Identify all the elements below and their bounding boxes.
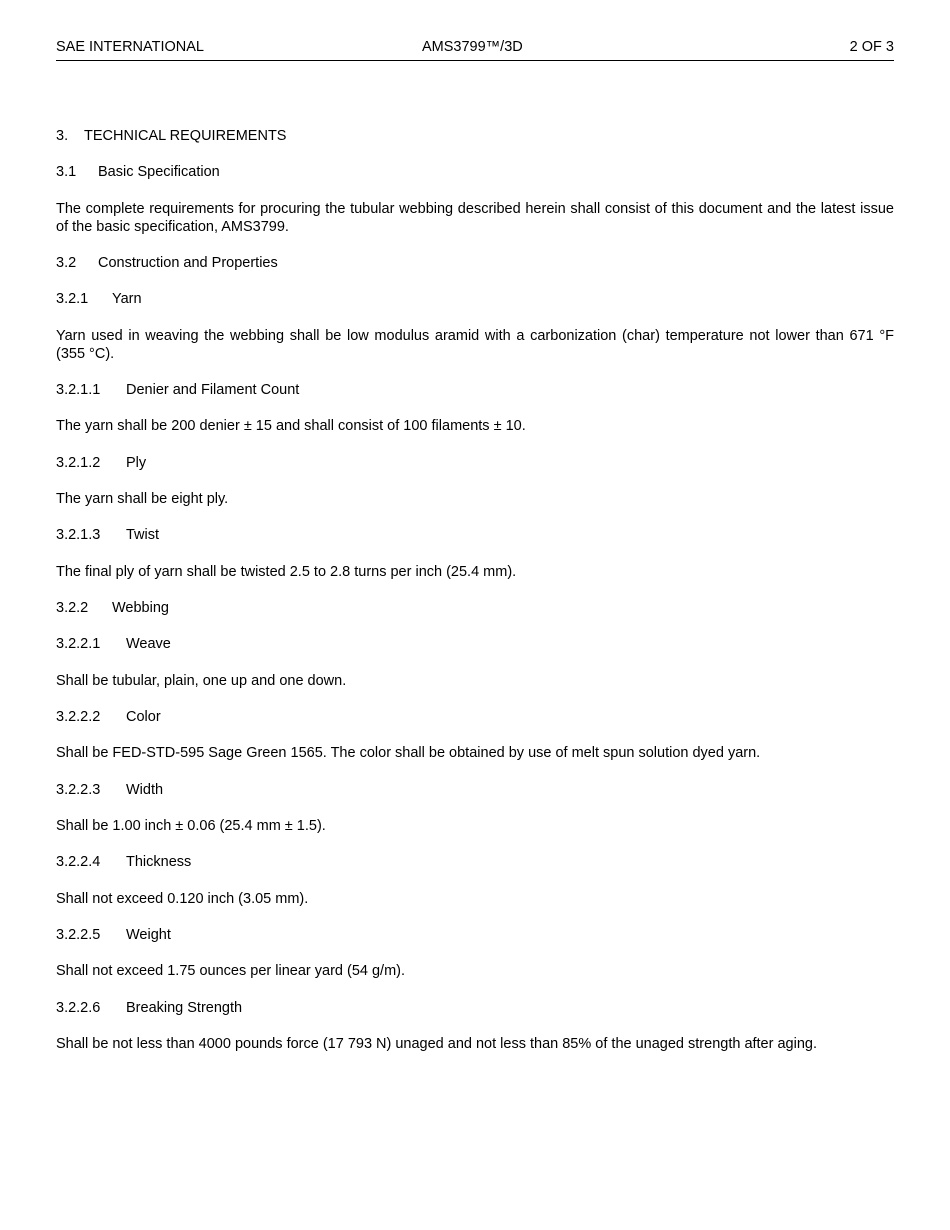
paragraph: Yarn used in weaving the webbing shall be low modulus aramid with a carbonization (char) temperature not lower than 671 °F (355 °C). [56,328,894,362]
section-number: 3.2.1.3 [56,527,101,543]
section-heading [56,636,894,654]
paragraph: Shall not exceed 1.75 ounces per linear yard (54 g/m). [56,963,406,979]
section-number: 3.1 [56,164,77,180]
section-heading [56,927,894,945]
section-title: Color [126,709,161,725]
section-number: 3.2.2.5 [56,927,101,943]
section-heading [56,854,894,872]
section-number: 3.2.2 [56,600,89,616]
section-title: Thickness [126,854,192,870]
section-title: Ply [126,455,147,471]
paragraph: The yarn shall be eight ply. [56,491,229,507]
paragraph: The complete requirements for procuring the tubular webbing described herein shall consist of this document and the latest issue of the basic specification, AMS3799. [56,201,894,235]
section-heading [56,382,894,400]
section-heading [56,782,894,800]
section-number: 3.2.2.4 [56,854,101,870]
section-number: 3.2 [56,255,77,271]
section-heading [56,164,894,182]
section-heading [56,255,894,273]
section-number: 3.2.2.6 [56,1000,101,1016]
header-organization: SAE INTERNATIONAL [56,39,204,55]
paragraph: The final ply of yarn shall be twisted 2.5 to 2.8 turns per inch (25.4 mm). [56,564,517,580]
section-heading [56,291,894,309]
header-page-number: 2 OF 3 [849,39,894,55]
section-title: Yarn [112,291,142,307]
section-number: 3.2.2.1 [56,636,101,652]
section-title: Denier and Filament Count [126,382,300,398]
header-document-number: AMS3799™/3D [422,39,523,55]
section-number: 3.2.1 [56,291,89,307]
paragraph: Shall be 1.00 inch ± 0.06 (25.4 mm ± 1.5). [56,818,326,834]
section-title: Construction and Properties [98,255,278,271]
section-heading [56,128,894,146]
paragraph: Shall not exceed 0.120 inch (3.05 mm). [56,891,309,907]
section-title: Weight [126,927,171,943]
section-title: Twist [126,527,160,543]
section-title: Width [126,782,164,798]
page-header [56,38,894,61]
paragraph: Shall be tubular, plain, one up and one down. [56,673,347,689]
section-title: Breaking Strength [126,1000,243,1016]
section-heading [56,527,894,545]
section-number: 3.2.2.2 [56,709,101,725]
section-heading [56,1000,894,1018]
section-number: 3.2.1.1 [56,382,101,398]
section-title: TECHNICAL REQUIREMENTS [84,128,287,144]
section-number: 3. [56,128,69,144]
section-heading [56,709,894,727]
section-number: 3.2.1.2 [56,455,101,471]
section-title: Webbing [112,600,169,616]
section-heading [56,455,894,473]
section-title: Weave [126,636,171,652]
section-heading [56,600,894,618]
paragraph: Shall be not less than 4000 pounds force (17 793 N) unaged and not less than 85% of the unaged strength after aging. [56,1036,817,1052]
section-title: Basic Specification [98,164,220,180]
paragraph: The yarn shall be 200 denier ± 15 and shall consist of 100 filaments ± 10. [56,418,526,434]
paragraph: Shall be FED-STD-595 Sage Green 1565. The color shall be obtained by use of melt spun solution dyed yarn. [56,745,761,761]
section-number: 3.2.2.3 [56,782,101,798]
